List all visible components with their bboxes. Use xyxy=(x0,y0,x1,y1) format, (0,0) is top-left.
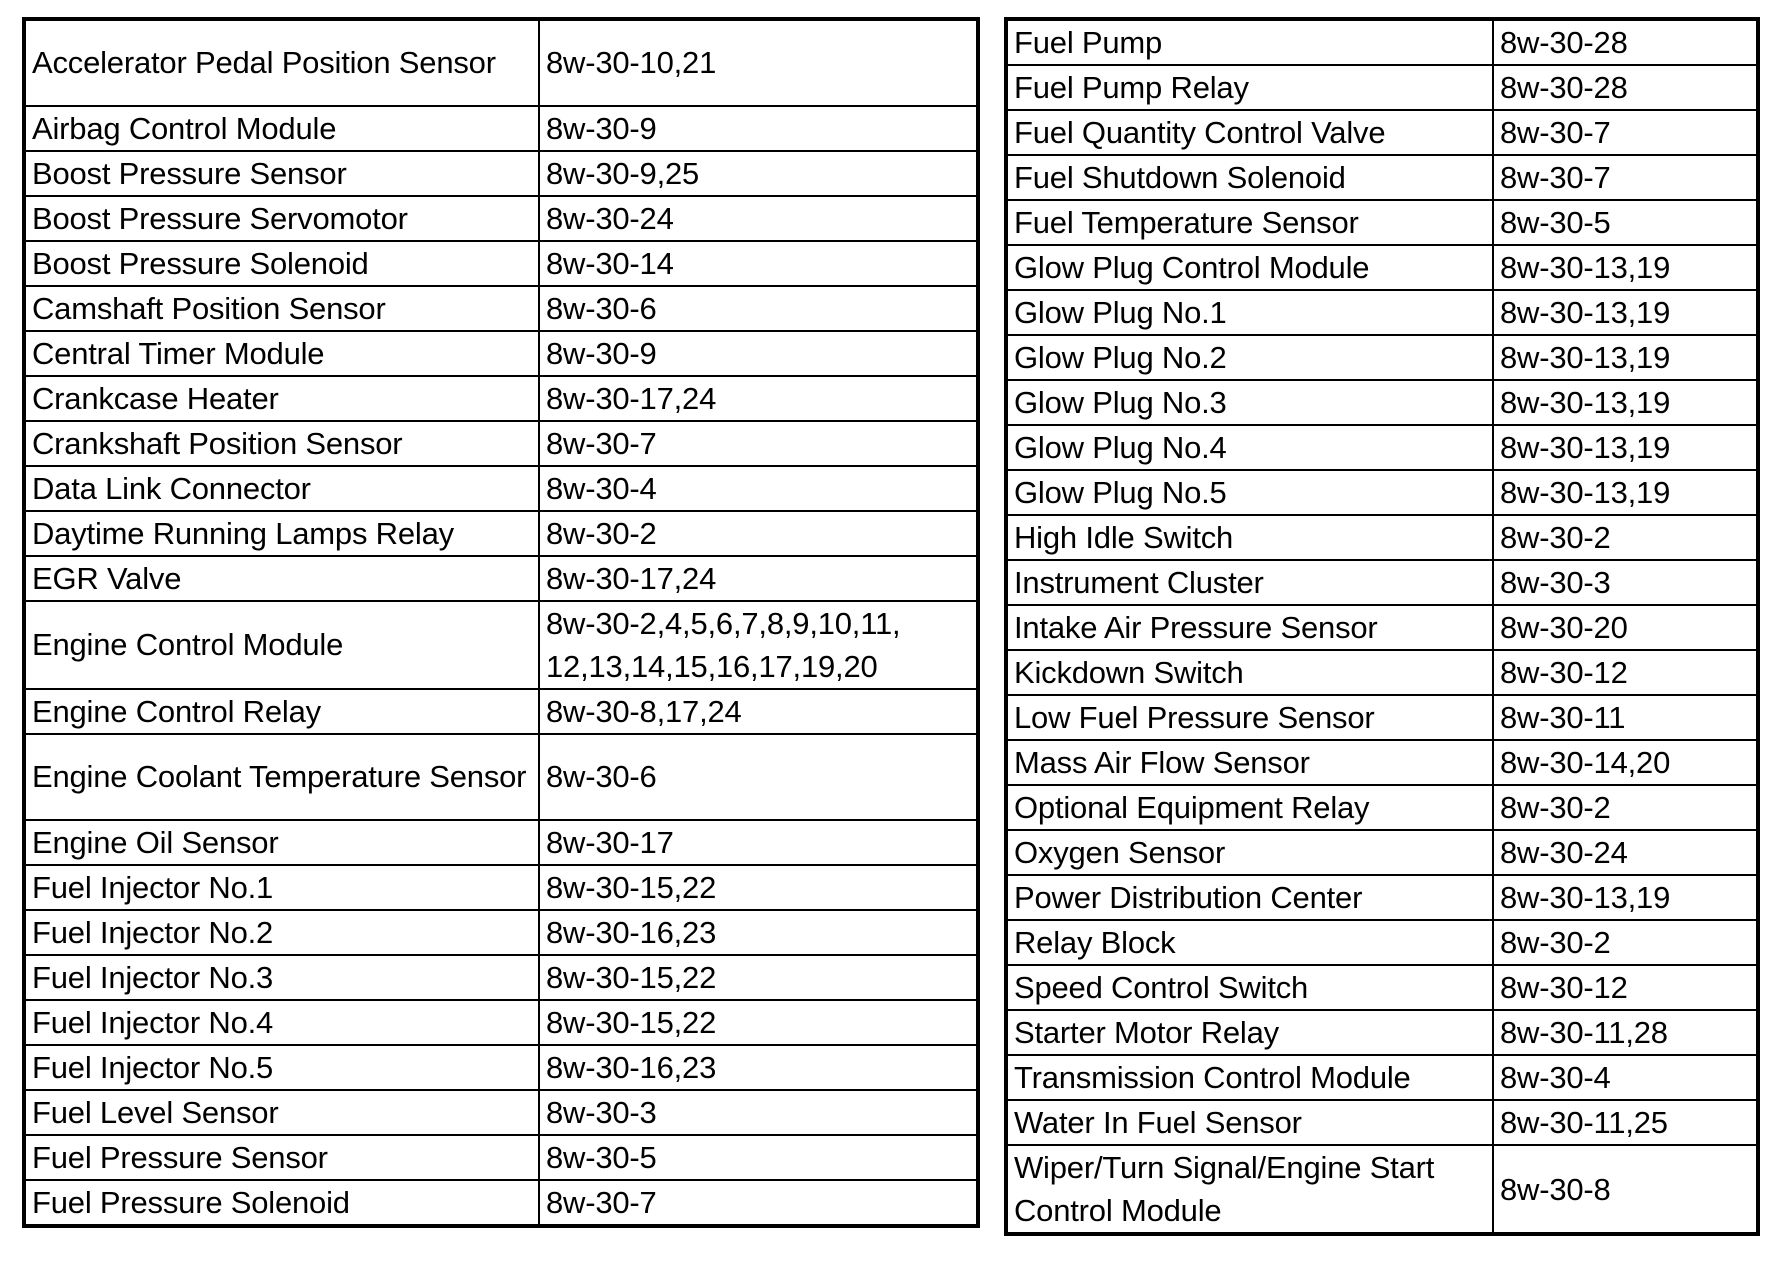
page-reference: 8w-30-14,20 xyxy=(1493,740,1758,785)
table-row xyxy=(1006,425,1758,470)
component-name: Fuel Injector No.1 xyxy=(24,865,539,910)
table-row xyxy=(24,1000,978,1045)
table-row xyxy=(1006,470,1758,515)
table-row xyxy=(1006,830,1758,875)
component-name: Engine Control Relay xyxy=(24,689,539,734)
component-name: Fuel Shutdown Solenoid xyxy=(1006,155,1493,200)
page-reference: 8w-30-8,17,24 xyxy=(539,689,978,734)
component-name: Water In Fuel Sensor xyxy=(1006,1100,1493,1145)
component-name: Fuel Pump Relay xyxy=(1006,65,1493,110)
table-row xyxy=(1006,650,1758,695)
page-reference: 8w-30-15,22 xyxy=(539,955,978,1000)
component-name: Fuel Quantity Control Valve xyxy=(1006,110,1493,155)
component-name: Engine Coolant Temperature Sensor xyxy=(24,734,539,821)
table-row xyxy=(1006,740,1758,785)
component-name: Fuel Pressure Solenoid xyxy=(24,1180,539,1226)
table-row xyxy=(1006,875,1758,920)
page-reference: 8w-30-9,25 xyxy=(539,151,978,196)
component-name: Relay Block xyxy=(1006,920,1493,965)
component-name: Boost Pressure Sensor xyxy=(24,151,539,196)
component-name: High Idle Switch xyxy=(1006,515,1493,560)
component-name: Camshaft Position Sensor xyxy=(24,286,539,331)
table-row xyxy=(1006,1010,1758,1055)
component-name: Intake Air Pressure Sensor xyxy=(1006,605,1493,650)
table-row xyxy=(1006,1055,1758,1100)
table-row xyxy=(1006,245,1758,290)
table-row xyxy=(24,955,978,1000)
component-name: Glow Plug Control Module xyxy=(1006,245,1493,290)
table-row xyxy=(1006,1145,1758,1234)
page-reference: 8w-30-6 xyxy=(539,286,978,331)
page-reference: 8w-30-2 xyxy=(1493,515,1758,560)
table-row xyxy=(24,421,978,466)
table-row xyxy=(1006,1100,1758,1145)
component-name: Crankshaft Position Sensor xyxy=(24,421,539,466)
component-name: Fuel Injector No.2 xyxy=(24,910,539,955)
table-row xyxy=(24,910,978,955)
page-reference: 8w-30-11 xyxy=(1493,695,1758,740)
page-reference: 8w-30-5 xyxy=(1493,200,1758,245)
component-name: Starter Motor Relay xyxy=(1006,1010,1493,1055)
table-row xyxy=(1006,965,1758,1010)
component-name: Daytime Running Lamps Relay xyxy=(24,511,539,556)
component-name: Engine Oil Sensor xyxy=(24,820,539,865)
component-name: Transmission Control Module xyxy=(1006,1055,1493,1100)
page-reference: 8w-30-17 xyxy=(539,820,978,865)
table-row xyxy=(1006,335,1758,380)
component-name: EGR Valve xyxy=(24,556,539,601)
page-reference: 8w-30-13,19 xyxy=(1493,875,1758,920)
component-name: Glow Plug No.3 xyxy=(1006,380,1493,425)
table-row xyxy=(24,331,978,376)
table-row xyxy=(1006,695,1758,740)
table-row xyxy=(24,601,978,689)
table-row xyxy=(24,1135,978,1180)
component-name: Instrument Cluster xyxy=(1006,560,1493,605)
page-reference: 8w-30-13,19 xyxy=(1493,290,1758,335)
table-row xyxy=(24,820,978,865)
component-name: Glow Plug No.2 xyxy=(1006,335,1493,380)
component-name: Boost Pressure Solenoid xyxy=(24,241,539,286)
page-reference: 8w-30-7 xyxy=(539,1180,978,1226)
page-reference: 8w-30-4 xyxy=(539,466,978,511)
component-name: Glow Plug No.5 xyxy=(1006,470,1493,515)
page-reference: 8w-30-9 xyxy=(539,331,978,376)
component-index-table-left xyxy=(22,17,980,1228)
table-row xyxy=(24,151,978,196)
page-reference: 8w-30-2,4,5,6,7,8,9,10,11, 12,13,14,15,16,17,19,20 xyxy=(539,601,978,689)
table-row xyxy=(24,466,978,511)
page-reference: 8w-30-7 xyxy=(539,421,978,466)
page-reference: 8w-30-15,22 xyxy=(539,865,978,910)
component-name: Glow Plug No.4 xyxy=(1006,425,1493,470)
table-row xyxy=(24,1180,978,1226)
page-reference: 8w-30-3 xyxy=(1493,560,1758,605)
page-reference: 8w-30-7 xyxy=(1493,155,1758,200)
component-name: Kickdown Switch xyxy=(1006,650,1493,695)
page-reference: 8w-30-9 xyxy=(539,106,978,151)
page-reference: 8w-30-16,23 xyxy=(539,910,978,955)
page-reference: 8w-30-13,19 xyxy=(1493,470,1758,515)
page-reference: 8w-30-24 xyxy=(1493,830,1758,875)
table-row xyxy=(1006,605,1758,650)
page-reference: 8w-30-28 xyxy=(1493,19,1758,65)
component-name: Fuel Level Sensor xyxy=(24,1090,539,1135)
page-reference: 8w-30-11,25 xyxy=(1493,1100,1758,1145)
component-name: Mass Air Flow Sensor xyxy=(1006,740,1493,785)
component-name: Speed Control Switch xyxy=(1006,965,1493,1010)
table-row xyxy=(24,689,978,734)
page-reference: 8w-30-2 xyxy=(1493,785,1758,830)
component-name: Fuel Pump xyxy=(1006,19,1493,65)
table-row xyxy=(24,865,978,910)
table-row xyxy=(24,19,978,106)
table-row xyxy=(24,556,978,601)
page-reference: 8w-30-7 xyxy=(1493,110,1758,155)
table-row xyxy=(1006,515,1758,560)
page-reference: 8w-30-28 xyxy=(1493,65,1758,110)
page-reference: 8w-30-3 xyxy=(539,1090,978,1135)
table-row xyxy=(1006,785,1758,830)
component-name: Engine Control Module xyxy=(24,601,539,689)
table-row xyxy=(1006,560,1758,605)
component-name: Data Link Connector xyxy=(24,466,539,511)
page-reference: 8w-30-6 xyxy=(539,734,978,821)
page-reference: 8w-30-15,22 xyxy=(539,1000,978,1045)
page-reference: 8w-30-12 xyxy=(1493,650,1758,695)
table-row xyxy=(1006,920,1758,965)
table-row xyxy=(1006,110,1758,155)
page-reference: 8w-30-12 xyxy=(1493,965,1758,1010)
table-row xyxy=(24,286,978,331)
component-name: Oxygen Sensor xyxy=(1006,830,1493,875)
component-name: Optional Equipment Relay xyxy=(1006,785,1493,830)
page-reference: 8w-30-13,19 xyxy=(1493,425,1758,470)
table-row xyxy=(24,1090,978,1135)
component-name: Boost Pressure Servomotor xyxy=(24,196,539,241)
page-reference: 8w-30-11,28 xyxy=(1493,1010,1758,1055)
page-reference: 8w-30-8 xyxy=(1493,1145,1758,1234)
table-row xyxy=(1006,65,1758,110)
component-name: Fuel Pressure Sensor xyxy=(24,1135,539,1180)
page-reference: 8w-30-2 xyxy=(539,511,978,556)
component-name: Crankcase Heater xyxy=(24,376,539,421)
component-name: Wiper/Turn Signal/Engine Start Control Module xyxy=(1006,1145,1493,1234)
page-reference: 8w-30-4 xyxy=(1493,1055,1758,1100)
component-name: Glow Plug No.1 xyxy=(1006,290,1493,335)
component-name: Accelerator Pedal Position Sensor xyxy=(24,19,539,106)
component-name: Low Fuel Pressure Sensor xyxy=(1006,695,1493,740)
page-reference: 8w-30-20 xyxy=(1493,605,1758,650)
table-row xyxy=(24,734,978,821)
component-name: Fuel Temperature Sensor xyxy=(1006,200,1493,245)
page-reference: 8w-30-10,21 xyxy=(539,19,978,106)
component-name: Airbag Control Module xyxy=(24,106,539,151)
table-row xyxy=(1006,19,1758,65)
page-reference: 8w-30-13,19 xyxy=(1493,380,1758,425)
component-name: Power Distribution Center xyxy=(1006,875,1493,920)
table-row xyxy=(1006,380,1758,425)
table-row xyxy=(24,241,978,286)
page-reference: 8w-30-2 xyxy=(1493,920,1758,965)
table-row xyxy=(24,196,978,241)
component-name: Fuel Injector No.5 xyxy=(24,1045,539,1090)
table-row xyxy=(24,511,978,556)
page-reference: 8w-30-24 xyxy=(539,196,978,241)
component-name: Central Timer Module xyxy=(24,331,539,376)
component-index-table-right xyxy=(1004,17,1760,1236)
page-reference: 8w-30-16,23 xyxy=(539,1045,978,1090)
page-reference: 8w-30-13,19 xyxy=(1493,245,1758,290)
component-name: Fuel Injector No.4 xyxy=(24,1000,539,1045)
table-row xyxy=(1006,200,1758,245)
table-row xyxy=(24,1045,978,1090)
table-row xyxy=(24,106,978,151)
page-reference: 8w-30-17,24 xyxy=(539,556,978,601)
page-reference: 8w-30-5 xyxy=(539,1135,978,1180)
page-reference: 8w-30-14 xyxy=(539,241,978,286)
table-row xyxy=(1006,155,1758,200)
page-reference: 8w-30-13,19 xyxy=(1493,335,1758,380)
table-row xyxy=(24,376,978,421)
table-row xyxy=(1006,290,1758,335)
page-reference: 8w-30-17,24 xyxy=(539,376,978,421)
component-name: Fuel Injector No.3 xyxy=(24,955,539,1000)
